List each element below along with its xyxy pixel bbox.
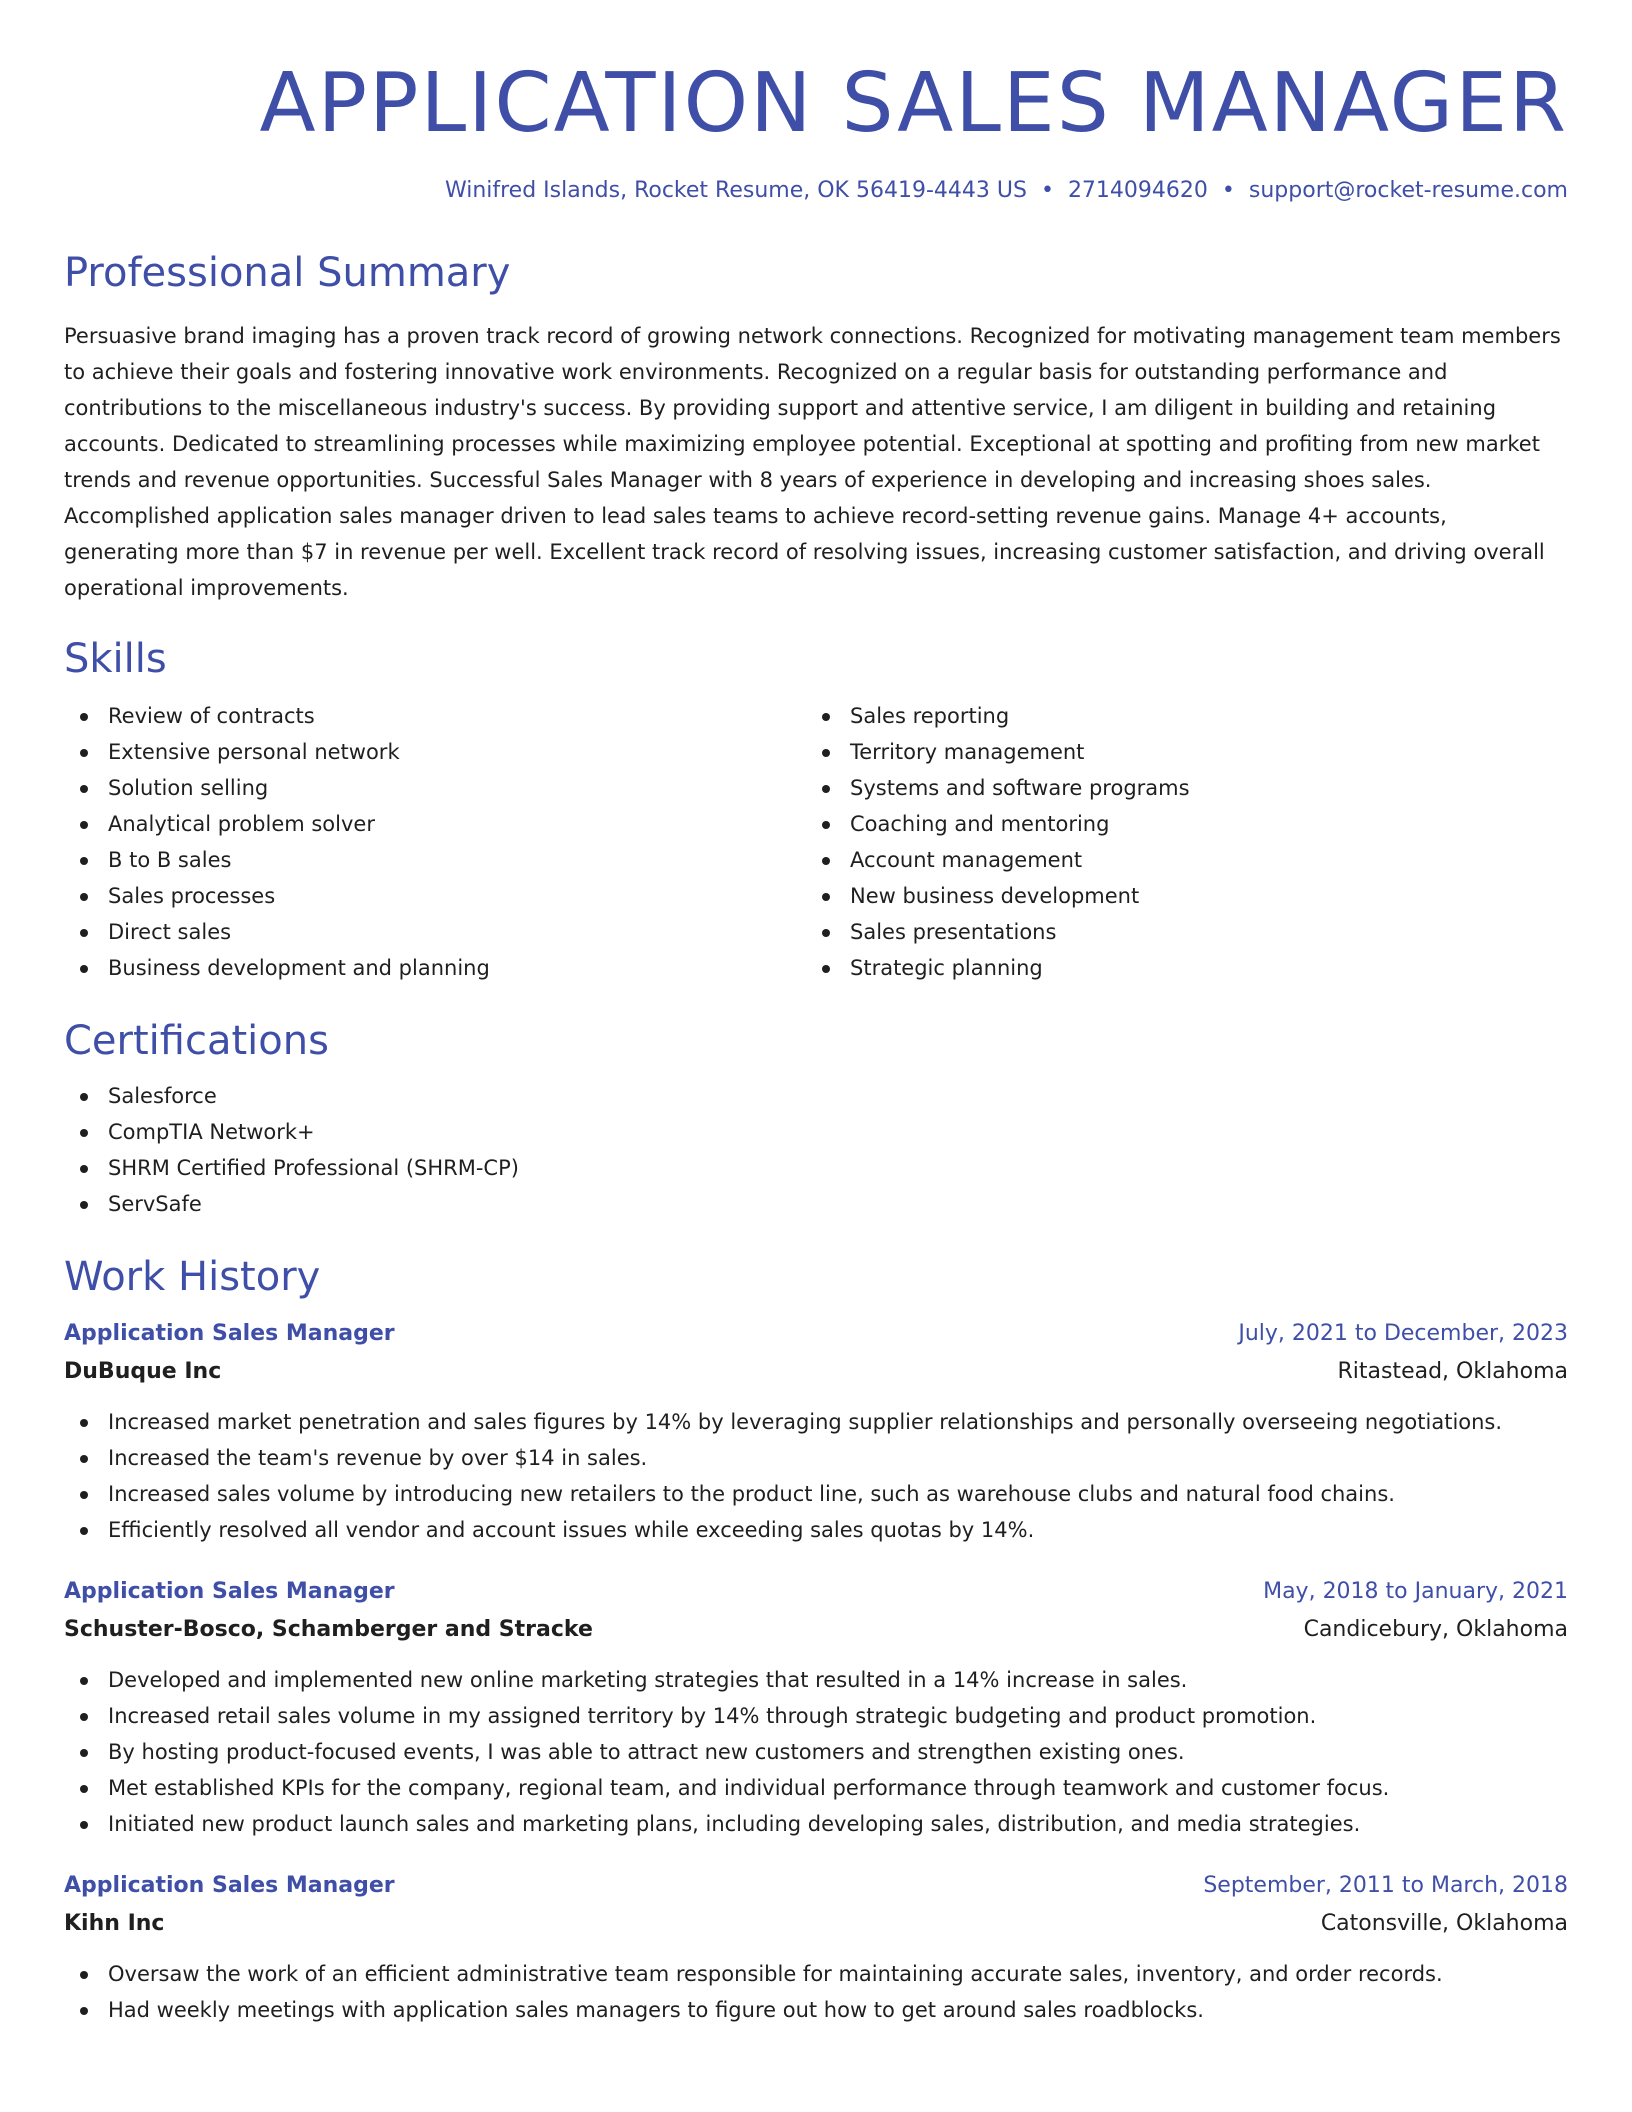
job-bullets [64,1956,1568,2028]
contact-separator: • [1221,178,1235,203]
job-header [64,1316,1568,1352]
skill-item: B to B sales [64,842,806,878]
skills-list-right [806,698,1548,986]
contact-address: Winifred Islands, Rocket Resume, OK 56419-4443 US [444,178,1027,203]
job-header [64,1574,1568,1610]
skills-heading: Skills [64,636,167,682]
job-bullet: Increased sales volume by introducing new retailers to the product line, such as warehouse clubs and natural food chains. [64,1476,1568,1512]
skills-columns [64,698,1568,986]
skill-item: Business development and planning [64,950,806,986]
job-bullet: Increased the team's revenue by over $14 in sales. [64,1440,1568,1476]
job-company: Kihn Inc [64,1911,165,1936]
job-bullets [64,1404,1568,1548]
skill-item: Sales reporting [806,698,1548,734]
certification-item: Salesforce [64,1078,1568,1114]
job-bullet: Oversaw the work of an efficient administrative team responsible for maintaining accurate sales, inventory, and order records. [64,1956,1568,1992]
job-title: Application Sales Manager [64,1579,395,1604]
resume-name: APPLICATION SALES MANAGER [259,56,1568,151]
skill-item: New business development [806,878,1548,914]
contact-phone: 2714094620 [1067,178,1208,203]
contact-email: support@rocket-resume.com [1248,178,1568,203]
job-bullets [64,1662,1568,1842]
summary-heading: Professional Summary [64,250,511,296]
job-bullet: Initiated new product launch sales and marketing plans, including developing sales, distribution, and media strategies. [64,1806,1568,1842]
job-subheader [64,1352,1568,1392]
job-company: DuBuque Inc [64,1359,222,1384]
certifications-heading: Certifications [64,1018,329,1064]
job-bullet: Increased retail sales volume in my assigned territory by 14% through strategic budgeting and product promotion. [64,1698,1568,1734]
job-dates: May, 2018 to January, 2021 [1263,1579,1568,1604]
job-bullet: Increased market penetration and sales figures by 14% by leveraging supplier relationships and personally overseeing negotiations. [64,1404,1568,1440]
job-location: Candicebury, Oklahoma [1303,1617,1568,1642]
skill-item: Sales presentations [806,914,1548,950]
certification-item: CompTIA Network+ [64,1114,1568,1150]
skill-item: Systems and software programs [806,770,1548,806]
skill-item: Extensive personal network [64,734,806,770]
certification-item: ServSafe [64,1186,1568,1222]
job-location: Ritastead, Oklahoma [1337,1359,1568,1384]
contact-separator: • [1040,178,1054,203]
job-dates: July, 2021 to December, 2023 [1238,1321,1568,1346]
skill-item: Solution selling [64,770,806,806]
job-subheader [64,1904,1568,1944]
skill-item: Direct sales [64,914,806,950]
job-company: Schuster-Bosco, Schamberger and Stracke [64,1617,593,1642]
job-bullet: Developed and implemented new online marketing strategies that resulted in a 14% increase in sales. [64,1662,1568,1698]
contact-line [64,176,1568,206]
job-location: Catonsville, Oklahoma [1320,1911,1568,1936]
skill-item: Review of contracts [64,698,806,734]
work-history-heading: Work History [64,1254,321,1300]
job-header [64,1868,1568,1904]
job-entry [64,1868,1568,2028]
skill-item: Analytical problem solver [64,806,806,842]
certification-item: SHRM Certified Professional (SHRM-CP) [64,1150,1568,1186]
certifications-list [64,1078,1568,1222]
skill-item: Sales processes [64,878,806,914]
skills-list-left [64,698,806,986]
job-bullet: By hosting product-focused events, I was able to attract new customers and strengthen existing ones. [64,1734,1568,1770]
summary-text: Persuasive brand imaging has a proven track record of growing network connections. Recognized for motivating management team members to achieve their goals and fostering innovative work environments. Recognized on a regular basis for outstanding performance and contributions to the miscellaneous industry's success. By providing support and attentive service, I am diligent in building and retaining accounts. Dedicated to streamlining processes while maximizing employee potential. Exceptional at spotting and profiting from new market trends and revenue opportunities. Successful Sales Manager with 8 years of experience in developing and increasing shoes sales. Accomplished application sales manager driven to lead sales teams to achieve record-setting revenue gains. Manage 4+ accounts, generating more than $7 in revenue per well. Excellent track record of resolving issues, increasing customer satisfaction, and driving overall operational improvements. [64,324,1561,600]
job-title: Application Sales Manager [64,1321,395,1346]
skill-item: Coaching and mentoring [806,806,1548,842]
job-bullet: Had weekly meetings with application sales managers to figure out how to get around sales roadblocks. [64,1992,1568,2028]
skill-item: Strategic planning [806,950,1548,986]
job-entry [64,1316,1568,1548]
job-bullet: Efficiently resolved all vendor and account issues while exceeding sales quotas by 14%. [64,1512,1568,1548]
job-bullet: Met established KPIs for the company, regional team, and individual performance through teamwork and customer focus. [64,1770,1568,1806]
job-dates: September, 2011 to March, 2018 [1203,1873,1568,1898]
skill-item: Account management [806,842,1548,878]
job-subheader [64,1610,1568,1650]
job-entry [64,1574,1568,1842]
skill-item: Territory management [806,734,1548,770]
job-title: Application Sales Manager [64,1873,395,1898]
